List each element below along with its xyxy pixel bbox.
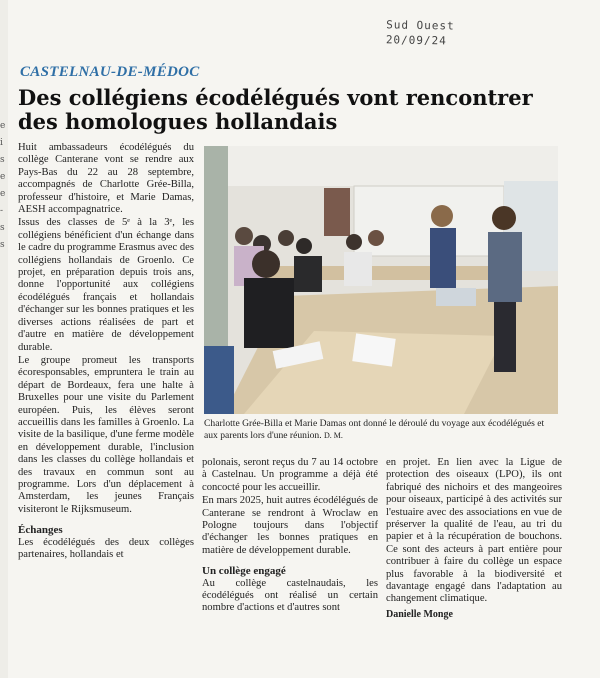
adjacent-column-edge	[0, 0, 8, 678]
photo-caption	[204, 418, 558, 442]
article-headline: Des collégiens écodélégués vont rencontrer des homologues hollandais	[18, 85, 533, 134]
stamp-source: Sud Ouest	[386, 18, 455, 33]
paragraph: en projet. En lien avec la Ligue de protection des oiseaux (LPO), ils ont fabriqué des nichoirs et des mangeoires pour oiseaux, participé à des activités sur l'estuaire avec des associations en vue de préserver la qualité de l'eau, au tri du papier et à la récupération de bouchons. Ce sont des acteurs à part entière pour contribuer à faire du collège un espace plus favorable à la biodiversité et davantage engagé dans l'adaptation au changement climatique.	[386, 457, 562, 605]
paragraph: Les écodélégués des deux collèges partenaires, hollandais et	[18, 536, 194, 560]
article-column-2	[202, 457, 378, 616]
stamp-date: 20/09/24	[385, 33, 447, 48]
source-stamp	[386, 17, 467, 48]
paragraph: Huit ambassadeurs écodélégués du collège Canterane vont se rendre aux Pays-Bas du 22 au 28 septembre, accompagnés de Charlotte Grée-Billa, professeur d'histoire, et Marie Damas, AESH accompagnatrice.	[18, 142, 194, 216]
meeting-photo	[204, 146, 558, 414]
subheading-echanges: Échanges	[18, 524, 63, 537]
paragraph: Issus des classes de 5ᵉ à la 3ᵉ, les collégiens bénéficient d'un échange dans le cadre du programme Erasmus avec des collégiens hollandais de Groenlo. Ce projet, en préparation depuis trois ans, donne l'opportunité aux collégiens écodélégués français et hollandais d'échanger sur les bonnes pratiques et les diverses actions réalisées de part et d'autre en matière de développement durable.	[18, 217, 194, 353]
paragraph: Au collège castelnaudais, les écodélégués ont réalisé un certain nombre d'actions et d'autres sont	[202, 577, 378, 614]
caption-text: Charlotte Grée-Billa et Marie Damas ont donné le déroulé du voyage aux écodélégués et aux parents lors d'une réunion.	[204, 418, 545, 441]
paragraph: Le groupe promeut les transports écoresponsables, empruntera le train au départ de Bordeaux, fera une halte à Bruxelles pour une visite du Parlement européen. Puis, les élèves seront accueillis dans les familles à Groenlo. La visite de la basilique, d'une ferme modèle en développement durable, l'inclusion dans les classes du collège hollandais et des travaux en commun sont au programme. Lors d'un déplacement à Amsterdam, les jeunes Français visiteront le Rijksmuseum.	[18, 354, 194, 515]
location-kicker: CASTELNAU-DE-MÉDOC	[20, 64, 200, 80]
article-column-1	[18, 142, 194, 562]
author-signature: Danielle Monge	[386, 608, 453, 620]
paragraph: En mars 2025, huit autres écodélégués de Canterane se rendront à Wroclaw en Pologne toujours dans l'objectif d'échanger les bonnes pratiques en matière de développement durable.	[202, 495, 378, 556]
subheading-college-engage: Un collège engagé	[202, 565, 286, 578]
edge-fragments: e i s e e - s s	[0, 121, 6, 250]
classroom-illustration	[204, 146, 558, 414]
photo-credit: D. M.	[324, 431, 343, 440]
article-column-3	[386, 457, 562, 621]
paragraph: polonais, seront reçus du 7 au 14 octobre à Castelnau. Un programme a déjà été concocté pour les accueillir.	[202, 457, 378, 493]
